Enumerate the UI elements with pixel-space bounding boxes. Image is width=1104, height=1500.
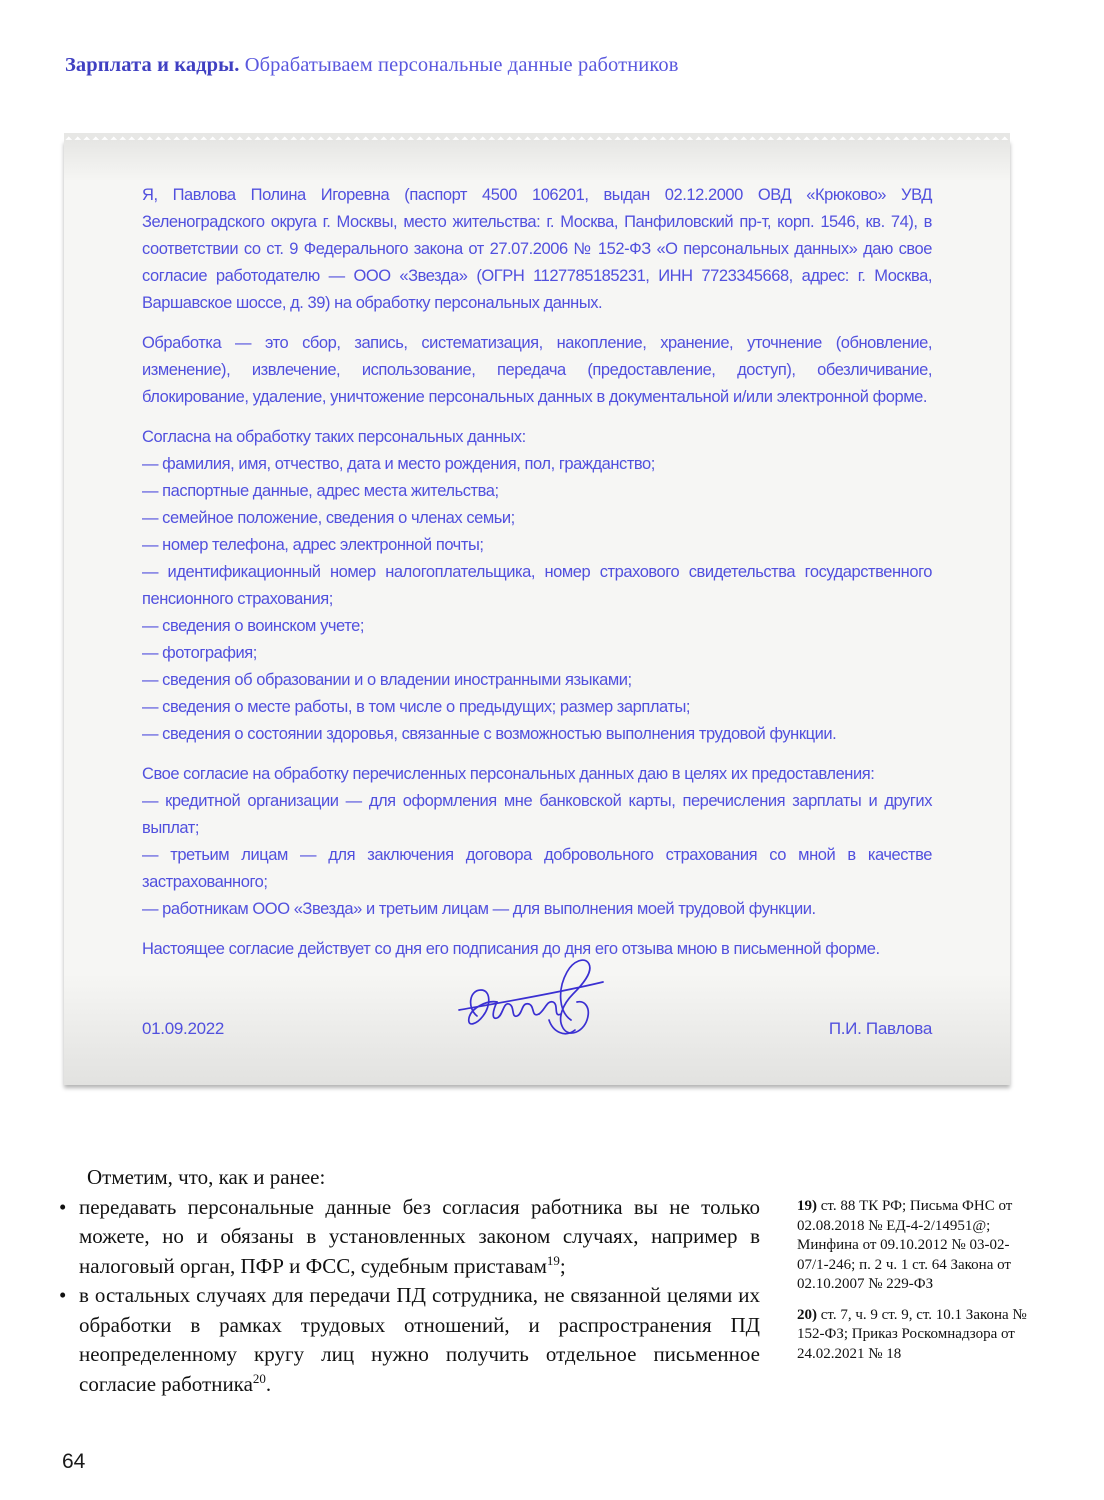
footnote-19 [797,1197,1027,1295]
article-intro: Отметим, что, как и ранее: [87,1165,326,1189]
data-item: — сведения о воинском учете; [142,617,364,635]
data-item: — фамилия, имя, отчество, дата и место рождения, пол, гражданство; [142,455,655,473]
data-item: — номер телефона, адрес электронной почты; [142,536,484,554]
data-item: — семейное положение, сведения о членах семьи; [142,509,515,527]
consent-data-heading: Согласна на обработку таких персональных данных: [142,428,526,446]
signature-row [64,973,1010,1085]
consent-purpose-heading: Свое согласие на обработку перечисленных персональных данных даю в целях их предоставления: [142,765,875,783]
handwritten-signature-icon [453,950,621,1051]
purpose-item: — работникам ООО «Звезда» и третьим лицам — для выполнения моей трудовой функции. [142,900,816,918]
data-item: — сведения о состоянии здоровья, связанные с возможностью выполнения трудовой функции. [142,725,837,743]
article-bullet-list [57,1193,760,1400]
page-number: 64 [62,1450,86,1473]
bullet-marker: • [59,1194,67,1219]
data-item: — идентификационный номер налогоплательщика, номер страхового свидетельства государственного пенсионного страхования; [142,563,932,608]
header-article-title: Обрабатываем персональные данные работников [239,54,679,76]
footnote-label: 19) [797,1198,817,1214]
bullet-marker: • [59,1283,67,1307]
footnote-text: ст. 7, ч. 9 ст. 9, ст. 10.1 Закона № 152-ФЗ; Приказ Роскомнадзора от 24.02.2021 № 18 [797,1306,1027,1362]
purpose-item: — третьим лицам — для заключения договора добровольного страхования со мной в качестве застрахованного; [142,846,932,891]
consent-document-text [64,182,1010,963]
data-item: — фотография; [142,644,257,662]
article-section [57,1163,1047,1399]
bullet-text: в остальных случаях для передачи ПД сотрудника, не связанной целями их обработки в рамках трудовых отношений, и распространения ПД неопределенному кругу лиц нужно получить отдельное письменное согласие работника [79,1283,760,1396]
footnotes-column [797,1163,1027,1399]
consent-validity: Настоящее согласие действует со дня его подписания до дня его отзыва мною в письменной форме. [142,940,880,958]
consent-paragraph-processing: Обработка — это сбор, запись, систематизация, накопление, хранение, уточнение (обновление, изменение), извлечение, использование, передача (предоставление, доступ), обезличивание, блокирование, удаление, уничтожение персональных данных в документальной и/или электронной форме. [142,334,932,406]
document-top-shading [64,140,1010,182]
signature-date: 01.09.2022 [142,1019,225,1038]
bullet-punctuation: . [265,1371,272,1396]
footnote-20 [797,1306,1027,1365]
footnote-ref-20: 20 [252,1370,266,1386]
consent-paragraph-intro: Я, Павлова Полина Игоревна (паспорт 4500 106201, выдан 02.12.2000 ОВД «Крюково» УВД Зеленоградского округа г. Москвы, место жительства: г. Москва, Панфиловский пр-т, корп. 1546, кв. 74), в соответствии со ст. 9 Федерального закона от 27.07.2006 № 152-ФЗ «О персональных данных» даю свое согласие работодателю — ООО «Звезда» (ОГРН 1127785185231, ИНН 7723345668, адрес: г. Москва, Варшавское шоссе, д. 39) на обработку персональных данных. [142,186,932,312]
footnote-label: 20) [797,1306,817,1323]
footnote-text: ст. 88 ТК РФ; Письма ФНС от 02.08.2018 № ЕД-4-2/14951@; Минфина от 09.10.2012 № 03-02-07/1-246; п. 2 ч. 1 ст. 64 Закона от 02.10.2007 № 229-ФЗ [797,1198,1013,1292]
torn-edge-decoration [64,133,1010,140]
data-item: — паспортные данные, адрес места жительства; [142,482,499,500]
article-main-column [57,1163,760,1399]
bullet-text: передавать персональные данные без согласия работника вы не только можете, но и обязаны в установленных законом случаях, например в налоговый орган, ПФР и ФСС, судебным приставам [79,1194,760,1278]
article-bullet-item [57,1281,760,1399]
consent-document-card [64,140,1010,1085]
bullet-punctuation: ; [559,1253,566,1278]
data-item: — сведения об образовании и о владении иностранными языками; [142,671,632,689]
header-rubric: Зарплата и кадры. [65,54,240,76]
data-item: — сведения о месте работы, в том числе о предыдущих; размер зарплаты; [142,698,691,716]
article-bullet-item [57,1193,760,1282]
purpose-item: — кредитной организации — для оформления мне банковской карты, перечисления зарплаты и других выплат; [142,792,932,837]
page-header [65,52,678,78]
signer-name: П.И. Павлова [828,1019,932,1038]
footnote-ref-19: 19 [546,1252,560,1268]
